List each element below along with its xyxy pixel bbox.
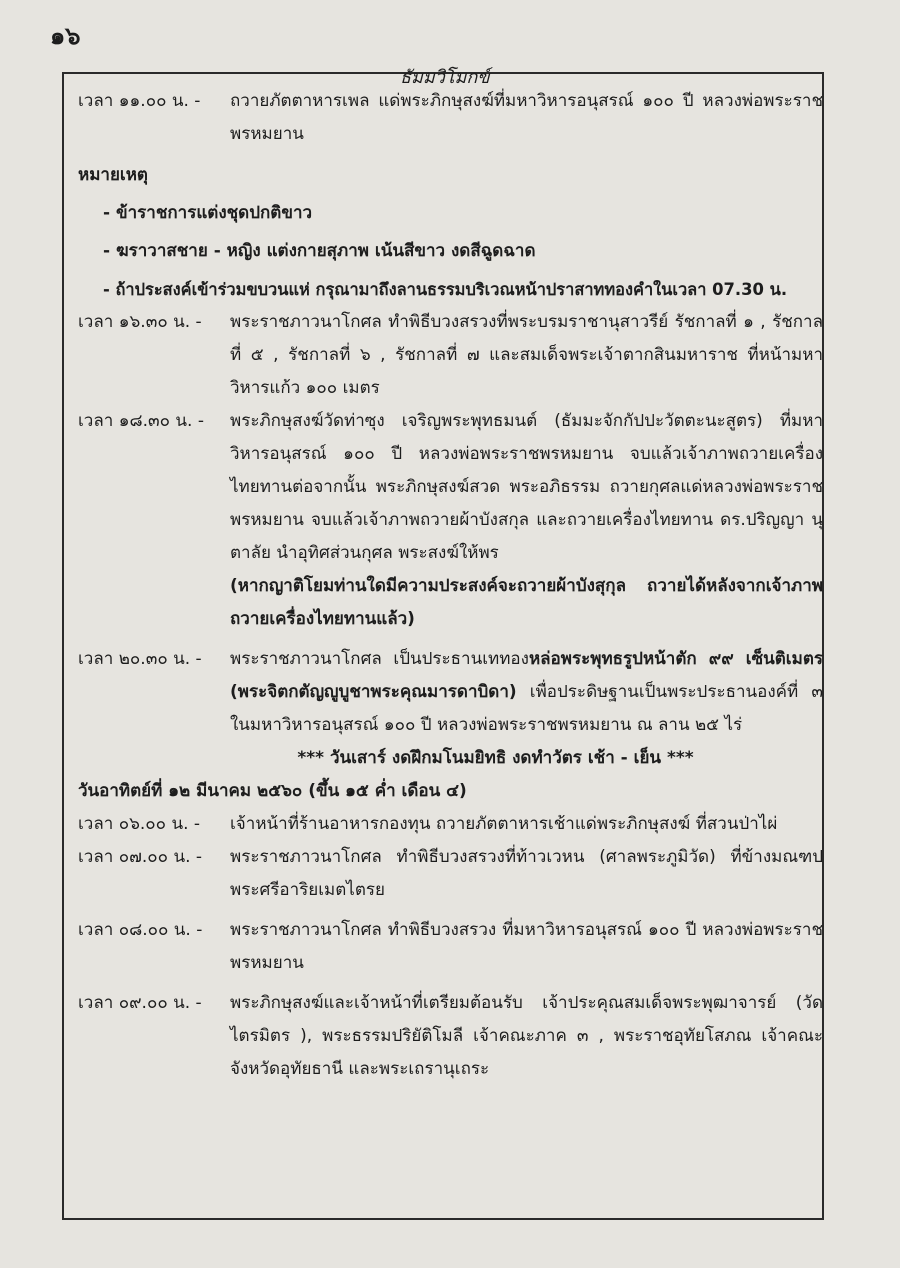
schedule-entry-2030 <box>78 643 823 742</box>
entry-description: เจ้าหน้าที่ร้านอาหารกองทุน ถวายภัตตาหารเช้าแด่พระภิกษุสงฆ์ ที่สวนป่าไผ่ <box>230 814 778 834</box>
note-item-2: - ฆราวาสชาย - หญิง แต่งกายสุภาพ เน้นสีขาว งดสีฉูดฉาด <box>103 241 536 261</box>
schedule-content <box>78 85 823 1086</box>
day-title: วันอาทิตย์ที่ ๑๒ มีนาคม ๒๕๖๐ (ขึ้น ๑๕ ค่ำ เดือน ๔) <box>78 781 467 801</box>
entry-description: พระราชภาวนาโกศล ทำพิธีบวงสรวง ที่มหาวิหารอนุสรณ์ ๑๐๐ ปี หลวงพ่อพระราชพรหมยาน <box>230 920 823 973</box>
entry-time: เวลา ๒๐.๓๐ น. - <box>78 649 202 669</box>
schedule-entry-0800 <box>78 914 823 980</box>
entry-time: เวลา ๑๑.๐๐ น. - <box>78 91 201 111</box>
note-title: หมายเหตุ <box>78 165 148 185</box>
entry-time: เวลา ๐๖.๐๐ น. - <box>78 814 201 834</box>
note-item-1: - ข้าราชการแต่งชุดปกติขาว <box>103 203 313 223</box>
header-title: ธัมมวิโมกข์ <box>400 67 490 88</box>
entry-time: เวลา ๐๙.๐๐ น. - <box>78 993 202 1013</box>
entry-time: เวลา ๑๘.๓๐ น. - <box>78 411 204 431</box>
page-number: ๑๖ <box>50 22 81 50</box>
entry-text-pre: พระราชภาวนาโกศล เป็นประธานเททอง <box>230 649 529 669</box>
entry-time: เวลา ๐๘.๐๐ น. - <box>78 920 203 940</box>
entry-time: เวลา ๑๖.๓๐ น. - <box>78 312 202 332</box>
schedule-entry-0900 <box>78 987 823 1086</box>
schedule-entry-0600 <box>78 808 823 841</box>
schedule-entry-1630 <box>78 306 823 405</box>
schedule-entry-1830 <box>78 405 823 636</box>
entry-description: พระราชภาวนาโกศล ทำพิธีบวงสรวงที่ท้าวเวหน (ศาลพระภูมิวัด) ที่ข้างมณฑปพระศรีอาริยเมตไตรย <box>230 847 823 900</box>
entry-description <box>230 405 823 636</box>
entry-bold-note: (หากญาติโยมท่านใดมีความประสงค์จะถวายผ้าบังสุกุล ถวายได้หลังจากเจ้าภาพถวายเครื่องไทยทานแล้ว) <box>230 576 823 629</box>
entry-description: พระราชภาวนาโกศล ทำพิธีบวงสรวงที่พระบรมราชานุสาวรีย์ รัชกาลที่ ๑ , รัชกาลที่ ๕ , รัชกาลที่ ๖ , รัชกาลที่ ๗ และสมเด็จพระเจ้าตากสินมหาราช ที่หน้ามหาวิหารแก้ว ๑๐๐ เมตร <box>230 312 823 398</box>
saturday-note: *** วันเสาร์ งดฝึกมโนมยิทธิ งดทำวัตร เช้า - เย็น *** <box>297 748 694 768</box>
schedule-entry-0700 <box>78 841 823 907</box>
entry-text-post: เพื่อประดิษฐานเป็นพระประธานองค์ที่ ๓ ในมหาวิหารอนุสรณ์ ๑๐๐ ปี หลวงพ่อพระราชพรหมยาน ณ ลาน ๒๕ ไร่ <box>230 682 823 735</box>
schedule-entry-1100 <box>78 85 823 151</box>
entry-description <box>230 643 823 742</box>
entry-text-bold: หล่อพระพุทธรูปหน้าตัก ๙๙ เซ็นติเมตร (พระจิตกตัญญูบูชาพระคุณมารดาบิดา) <box>230 649 823 702</box>
entry-description: พระภิกษุสงฆ์และเจ้าหน้าที่เตรียมต้อนรับ เจ้าประคุณสมเด็จพระพุฒาจารย์ (วัดไตรมิตร ), พระธรรมปริยัติโมลี เจ้าคณะภาค ๓ , พระราชอุทัยโสภณ เจ้าคณะจังหวัดอุทัยธานี และพระเถรานุเถระ <box>230 993 823 1079</box>
entry-description: ถวายภัตตาหารเพล แด่พระภิกษุสงฆ์ที่มหาวิหารอนุสรณ์ ๑๐๐ ปี หลวงพ่อพระราชพรหมยาน <box>230 91 823 144</box>
entry-time: เวลา ๐๗.๐๐ น. - <box>78 847 203 867</box>
entry-text: พระภิกษุสงฆ์วัดท่าซุง เจริญพระพุทธมนต์ (ธัมมะจักกัปปะวัตตะนะสูตร) ที่มหาวิหารอนุสรณ์ ๑๐๐ ปี หลวงพ่อพระราชพรหมยาน จบแล้วเจ้าภาพถวายเครื่องไทยทานต่อจากนั้น พระภิกษุสงฆ์สวด พระอภิธรรม ถวายกุศลแด่หลวงพ่อพระราชพรหมยาน จบแล้วเจ้าภาพถวายผ้าบังสกุล และถวายเครื่องไทยทาน ดร.ปริญญา นุตาลัย นำอุทิศส่วนกุศล พระสงฆ์ให้พร <box>230 411 823 563</box>
note-item-3: - ถ้าประสงค์เข้าร่วมขบวนแห่ กรุณามาถึงลานธรรมบริเวณหน้าปราสาททองคำในเวลา 07.30 น. <box>103 280 788 299</box>
